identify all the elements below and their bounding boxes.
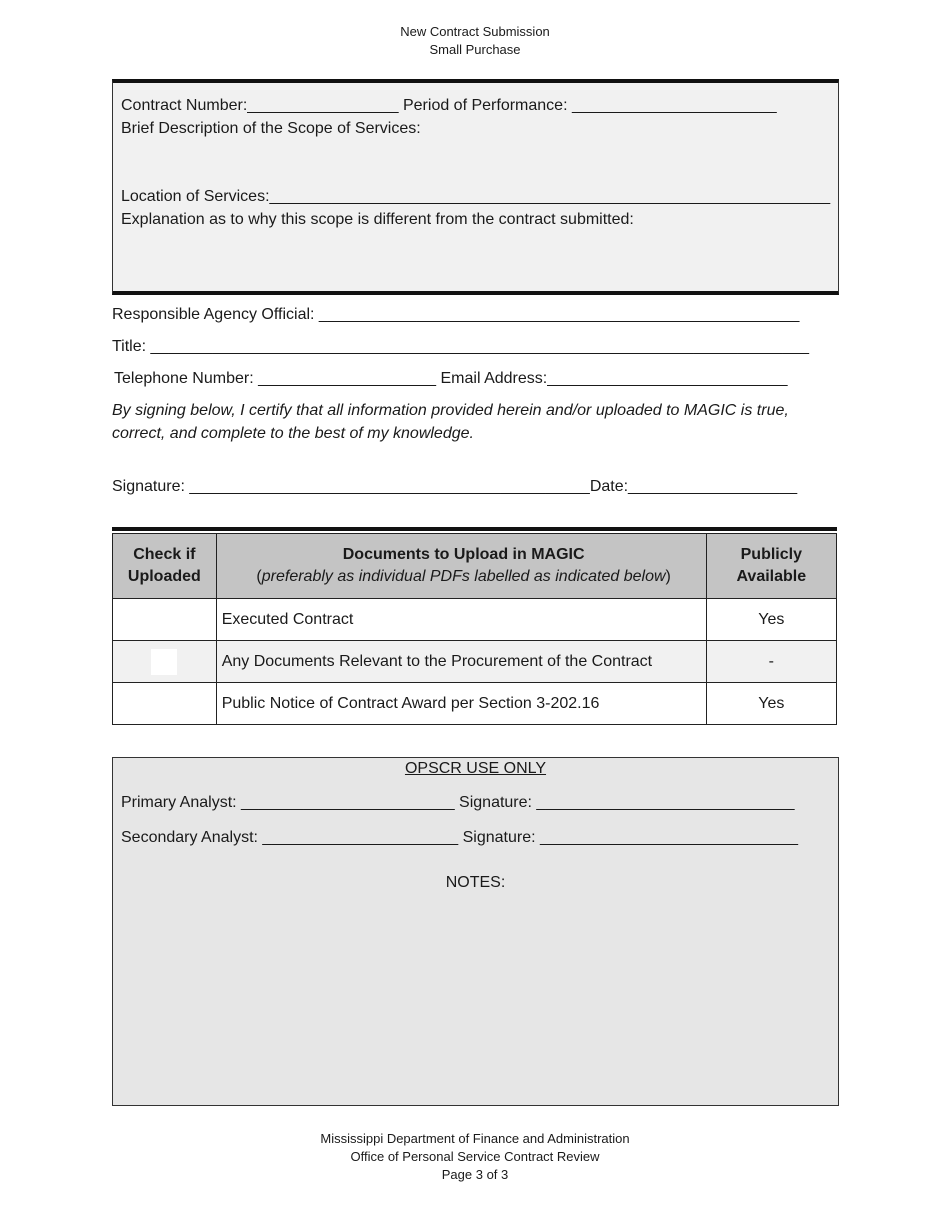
upload-checkbox-cell[interactable] bbox=[113, 599, 217, 641]
documents-subtitle: (preferably as individual PDFs labelled as indicated below) bbox=[256, 568, 671, 585]
explanation-label: Explanation as to why this scope is different from the contract submitted: bbox=[121, 211, 634, 228]
public-value: - bbox=[706, 641, 836, 683]
document-name: Public Notice of Contract Award per Section 3-202.16 bbox=[216, 683, 706, 725]
header-subtitle: Small Purchase bbox=[429, 42, 521, 57]
page-header bbox=[0, 23, 950, 59]
table-header-row bbox=[113, 534, 837, 599]
document-name: Executed Contract bbox=[216, 599, 706, 641]
contract-number-line[interactable]: Contract Number:_________________ Period of Performance: _______________________ bbox=[121, 97, 777, 114]
table-top-rule bbox=[112, 527, 837, 531]
scope-description-label: Brief Description of the Scope of Services: bbox=[121, 120, 421, 137]
page-number: Page 3 of 3 bbox=[441, 1167, 509, 1182]
scope-box bbox=[112, 79, 839, 295]
title-line[interactable]: Title: __________________________________________________________________________ bbox=[112, 338, 810, 355]
secondary-analyst-line[interactable]: Secondary Analyst: ______________________ Signature: _____________________________ bbox=[121, 829, 799, 846]
public-value: Yes bbox=[706, 683, 836, 725]
document-name: Any Documents Relevant to the Procurement of the Contract bbox=[216, 641, 706, 683]
opscr-box bbox=[112, 757, 839, 1106]
col-documents-header: Documents to Upload in MAGIC (preferably as individual PDFs labelled as indicated below) bbox=[216, 534, 706, 599]
col-public-header: Publicly Available bbox=[706, 534, 836, 599]
contact-line[interactable]: Telephone Number: ____________________ Email Address:___________________________ bbox=[114, 370, 788, 387]
footer-agency: Mississippi Department of Finance and Administration bbox=[320, 1131, 630, 1146]
responsible-official-line[interactable]: Responsible Agency Official: ______________________________________________________ bbox=[112, 306, 800, 323]
upload-checkbox-cell[interactable] bbox=[113, 683, 217, 725]
primary-analyst-line[interactable]: Primary Analyst: ________________________ Signature: _____________________________ bbox=[121, 794, 795, 811]
header-title: New Contract Submission bbox=[400, 24, 550, 39]
signature-date-line[interactable]: Signature: _____________________________________________Date:___________________ bbox=[112, 478, 798, 495]
upload-checkbox[interactable] bbox=[151, 649, 177, 675]
public-value: Yes bbox=[706, 599, 836, 641]
certify-text-2: correct, and complete to the best of my knowledge. bbox=[112, 425, 474, 442]
opscr-title: OPSCR USE ONLY bbox=[404, 760, 547, 777]
table-row bbox=[113, 641, 837, 683]
page-footer bbox=[0, 1130, 950, 1184]
footer-office: Office of Personal Service Contract Review bbox=[350, 1149, 600, 1164]
notes-label: NOTES: bbox=[445, 874, 506, 891]
table-row bbox=[113, 599, 837, 641]
col-check-header: Check if Uploaded bbox=[113, 534, 217, 599]
certify-text-1: By signing below, I certify that all information provided herein and/or uploaded to MAGIC is true, bbox=[112, 402, 789, 419]
location-line[interactable]: Location of Services:_______________________________________________________________ bbox=[121, 188, 831, 205]
documents-table bbox=[112, 533, 837, 725]
upload-checkbox-cell[interactable] bbox=[113, 641, 217, 683]
table-row bbox=[113, 683, 837, 725]
